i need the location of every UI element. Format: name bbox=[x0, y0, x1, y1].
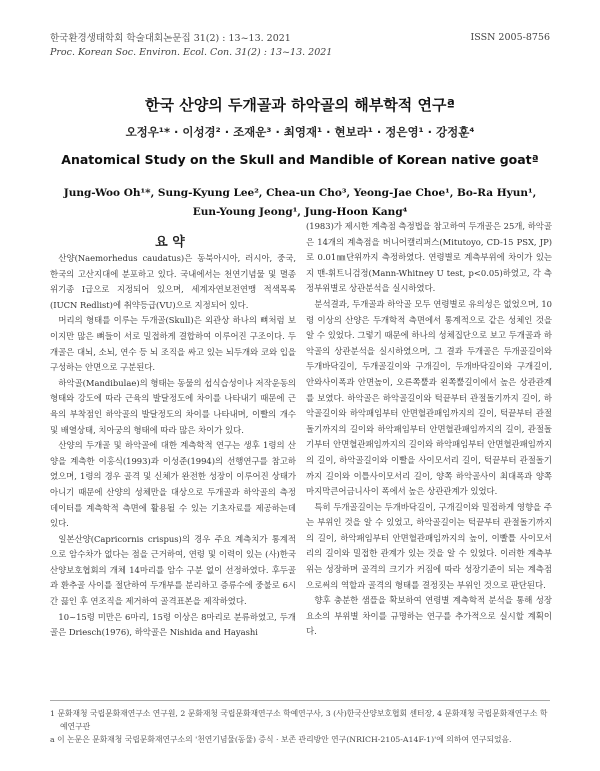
paragraph: 머리의 형태를 이루는 두개골(Skull)은 외관상 하나의 뼈처럼 보이지만 많은 뼈들이 서로 밀접하게 결합하여 이루어진 구조이다. 두개골은 대뇌, 소뇌, 연수 등 뇌 조직을 싸고 있는 뇌두개와 코와 입을 구성하는 안면으로 구분된다. bbox=[50, 315, 296, 373]
title-english: Anatomical Study on the Skull and Mandible of Korean native goatª bbox=[61, 152, 539, 167]
journal-header bbox=[50, 32, 332, 60]
paragraph: 분석결과, 두개골과 하악골 모두 연령별로 유의성은 없었으며, 10령 이상의 산양은 두개학적 측면에서 통계적으로 같은 성체인 것을 알 수 있었다. 그렇기 때문에 하나의 성체집단으로 보고 두개골과 하악골의 상관분석을 실시하였으며, 그 결과 두개골은 두개골길이와 두개바닥길이, 두개골길이와 구개길이, 두개바닥길이와 구개길이, 안와사이폭과 안면높이, 오른쪽뿔과 왼쪽뿔길이에서 높은 상관관계를 보였다. 하악골은 하악골길이와 턱끝부터 관절돌기까지 길이, 하악골길이와 하악패임부터 안면혈관패임까지의 길이, 턱끝부터 관절돌기까지의 길이와 하악패임부터 안면혈관패임까지의 길이, 관절돌기부터 안면혈관패임까지의 길이와 하악패임부터 안면혈관패임까지의 길이, 하악골길이와 이빨을 사이모서리 길이, 턱끝부터 관절돌기까지 길이와 이틀사이모서리 길이, 양쪽 하악골사이 최대폭과 양쪽 마지막큰어금니사이 폭에서 높은 상관관계가 있었다. bbox=[306, 298, 552, 497]
abstract-column-left bbox=[50, 251, 296, 641]
footnotes bbox=[50, 700, 550, 746]
paragraph: 하악골(Mandibulae)의 형태는 동물의 섭식습성이나 저작운동의 형태와 강도에 따라 근육의 발달정도에 차이를 나타내기 때문에 근육의 부착점인 하악골의 발달정도의 차이를 나타내며, 이빨의 개수 및 배열상태, 치아궁의 형태에 따라 많은 차이가 있다. bbox=[50, 377, 296, 435]
paragraph: 10~15령 미만은 6마리, 15령 이상은 8마리로 분류하였고, 두개골은 Driesch(1976), 하악골은 Nishida and Hayashi bbox=[50, 611, 296, 638]
paragraph: 향후 충분한 샘플을 확보하여 연령별 계측학적 분석을 통해 성장요소의 부위별 차이를 규명하는 연구를 추가적으로 실시할 계획이다. bbox=[306, 595, 552, 637]
authors-english: Jung-Woo Oh¹*, Sung-Kyung Lee², Chea-un Cho³, Yeong-Jae Choe¹, Bo-Ra Hyun¹, Eun-Young Jeong¹, Jung-Hoon Kang⁴ bbox=[63, 187, 537, 218]
abstract-heading: 요 약 bbox=[155, 235, 185, 250]
journal-citation-ko: 한국환경생태학회 학술대회논문집 31(2) : 13~13. 2021 bbox=[50, 33, 291, 44]
paragraph: 산양(Naemorhedus caudatus)은 동북아시아, 러시아, 중국, 한국의 고산지대에 분포하고 있다. 국내에서는 천연기념물 및 멸종위기종 I급으로 지정되어 있으며, 세계자연보전연맹 적색목록(IUCN Redlist)에 취약등급(VU)으로 지정되어 있다. bbox=[50, 253, 296, 310]
journal-citation-en: Proc. Korean Soc. Environ. Ecol. Con. 31(2) : 13~13. 2021 bbox=[50, 47, 333, 58]
title-korean: 한국 산양의 두개골과 하악골의 해부학적 연구ª bbox=[145, 96, 455, 114]
paragraph: (1983)가 제시한 계측점 측정법을 참고하여 두개골은 25개, 하악골은 14개의 계측점을 버니어캘리퍼스(Mitutoyo, CD-15 PSX, JP)로 0.01㎜단위까지 측정하였다. 연령별로 계측부위에 차이가 있는지 맨-휘트니검정(Mann-Whitney U test, p<0.05)하였고, 각 측정부위별로 상관분석을 실시하였다. bbox=[306, 221, 552, 294]
abstract-column-right bbox=[306, 219, 552, 640]
footnote-funding: a 이 논문은 문화재청 국립문화재연구소의 '천연기념물(동물) 증식 · 보존 관리방안 연구(NRICH-2105-A14F-1)'에 의하여 연구되었음. bbox=[50, 735, 512, 744]
issn: ISSN 2005-8756 bbox=[470, 32, 550, 43]
paragraph: 산양의 두개골 및 하악골에 대한 계측학적 연구는 생후 1령의 산양을 계측한 이홍식(1993)과 이성준(1994)의 선행연구를 참고하였으며, 1령의 경우 골격 및 신체가 완전한 성장이 이루어진 상태가 아니기 때문에 산양의 성체만을 대상으로 두개골과 하악골의 측정 데이터를 계측학적 측면에 활용될 수 있는 기초자료를 제공하는데 있다. bbox=[50, 440, 296, 529]
paragraph: 일본산양(Capricornis crispus)의 경우 주요 계측치가 통계적으로 암수차가 없다는 점을 근거하여, 연령 및 이력이 있는 (사)한국산양보호협회의 개체 14마리를 암수 구분 없이 선정하였다. 후두골과 환추골 사이를 절단하여 두개부를 분리하고 증류수에 중불로 6시간 끓인 후 연조직을 제거하여 골격표본을 제작하였다. bbox=[50, 533, 296, 607]
paragraph: 특히 두개골길이는 두개바닥길이, 구개길이와 밀접하게 영향을 주는 부위인 것을 알 수 있었고, 하악골길이는 턱끝부터 관절돌기까지의 길이, 하악패임부터 안면혈관패임까지의 높이, 이빨틀 사이모서리의 길이와 밀접한 관계가 있는 것을 알 수 있었다. 이러한 계측부위는 성장하며 골격의 크기가 커짐에 따라 성장기준이 되는 계측점으로써의 역할과 골격의 형태를 결정짓는 부위인 것으로 판단된다. bbox=[306, 501, 552, 590]
authors-korean: 오정우¹* · 이성경² · 조재운³ · 최영재¹ · 현보라¹ · 정은영¹ · 강정훈⁴ bbox=[125, 125, 475, 139]
footnote-affiliations: 1 문화재청 국립문화재연구소 연구원, 2 문화재청 국립문화재연구소 학예연구사, 3 (사)한국산양보호협회 센터장, 4 문화재청 국립문화재연구소 학예연구관 bbox=[50, 709, 548, 731]
